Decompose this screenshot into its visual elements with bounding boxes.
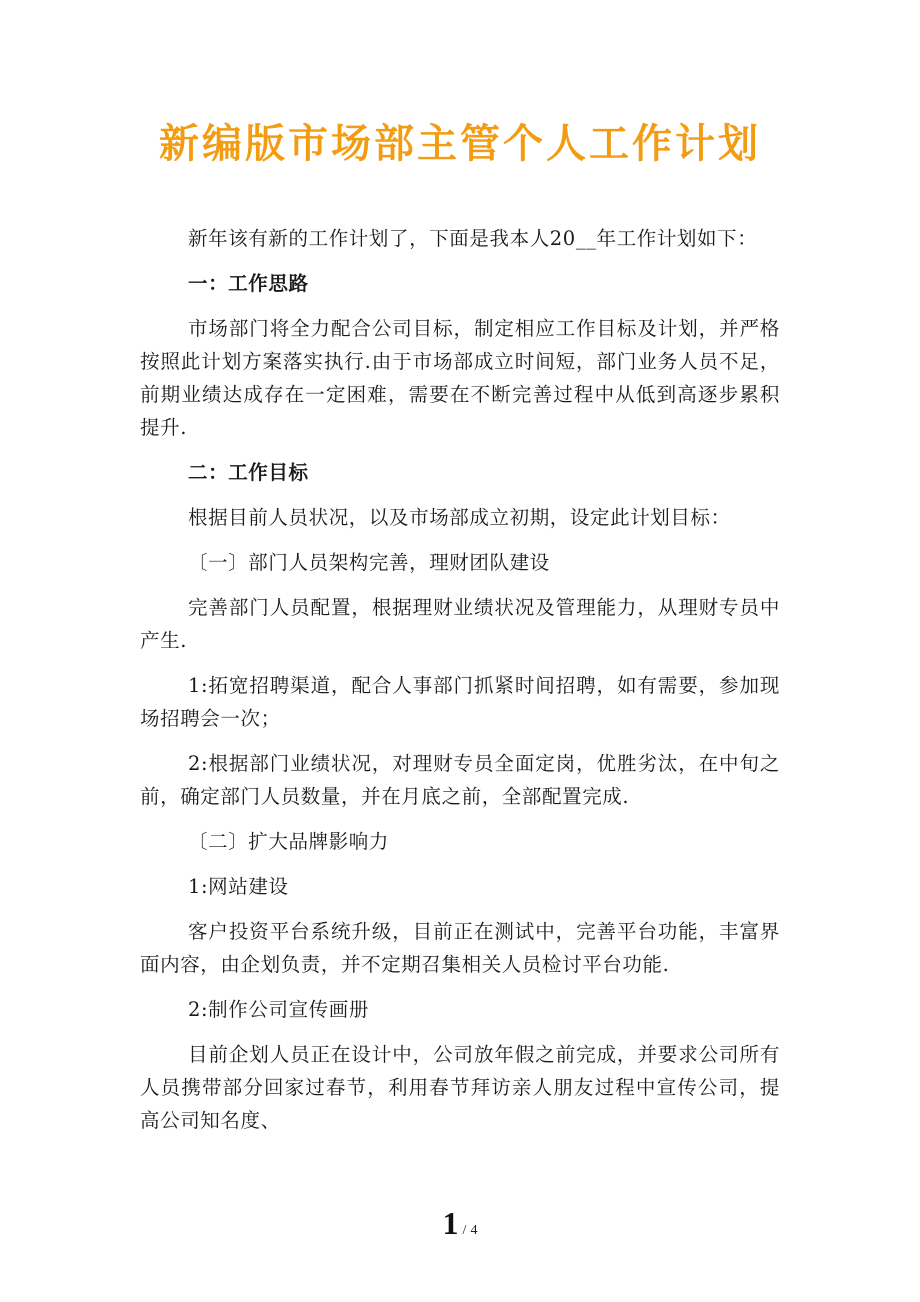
subsection-heading-team: 〔一〕部门人员架构完善，理财团队建设 xyxy=(188,551,550,574)
brand-item-2-title: 2:制作公司宣传画册 xyxy=(188,998,369,1021)
goals-intro-paragraph: 根据目前人员状况，以及市场部成立初期，设定此计划目标： xyxy=(188,506,731,529)
subsection-heading-brand: 〔二〕扩大品牌影响力 xyxy=(188,830,390,853)
work-ideas-paragraph: 市场部门将全力配合公司目标，制定相应工作目标及计划，并严格按照此计划方案落实执行.由于市场部成立时间短，部门业务人员不足，前期业绩达成存在一定困难，需要在不断完善过程中从低到高逐步累积提升. xyxy=(140,317,780,439)
team-paragraph: 完善部门人员配置，根据理财业绩状况及管理能力，从理财专员中产生. xyxy=(140,596,780,652)
document-title: 新编版市场部主管个人工作计划 xyxy=(159,120,761,167)
intro-paragraph: 新年该有新的工作计划了，下面是我本人20__年工作计划如下： xyxy=(188,227,758,250)
page-number-footer xyxy=(0,1205,920,1242)
team-item-1: 1:拓宽招聘渠道，配合人事部门抓紧时间招聘，如有需要，参加现场招聘会一次； xyxy=(140,674,780,730)
brand-item-1-paragraph: 客户投资平台系统升级，目前正在测试中，完善平台功能，丰富界面内容，由企划负责，并不定期召集相关人员检讨平台功能. xyxy=(140,920,780,976)
current-page-number: 1 xyxy=(442,1205,459,1241)
document-body xyxy=(140,222,780,1149)
brand-item-1-title: 1:网站建设 xyxy=(188,875,289,898)
section-heading-work-ideas: 一：工作思路 xyxy=(188,272,309,295)
section-heading-work-goals: 二：工作目标 xyxy=(188,461,309,484)
page-separator: / xyxy=(462,1223,467,1238)
brand-item-2-paragraph: 目前企划人员正在设计中，公司放年假之前完成，并要求公司所有人员携带部分回家过春节，利用春节拜访亲人朋友过程中宣传公司，提高公司知名度、 xyxy=(140,1043,780,1132)
team-item-2: 2:根据部门业绩状况，对理财专员全面定岗，优胜劣汰，在中旬之前，确定部门人员数量，并在月底之前，全部配置完成. xyxy=(140,752,780,808)
total-page-count: 4 xyxy=(470,1223,478,1238)
